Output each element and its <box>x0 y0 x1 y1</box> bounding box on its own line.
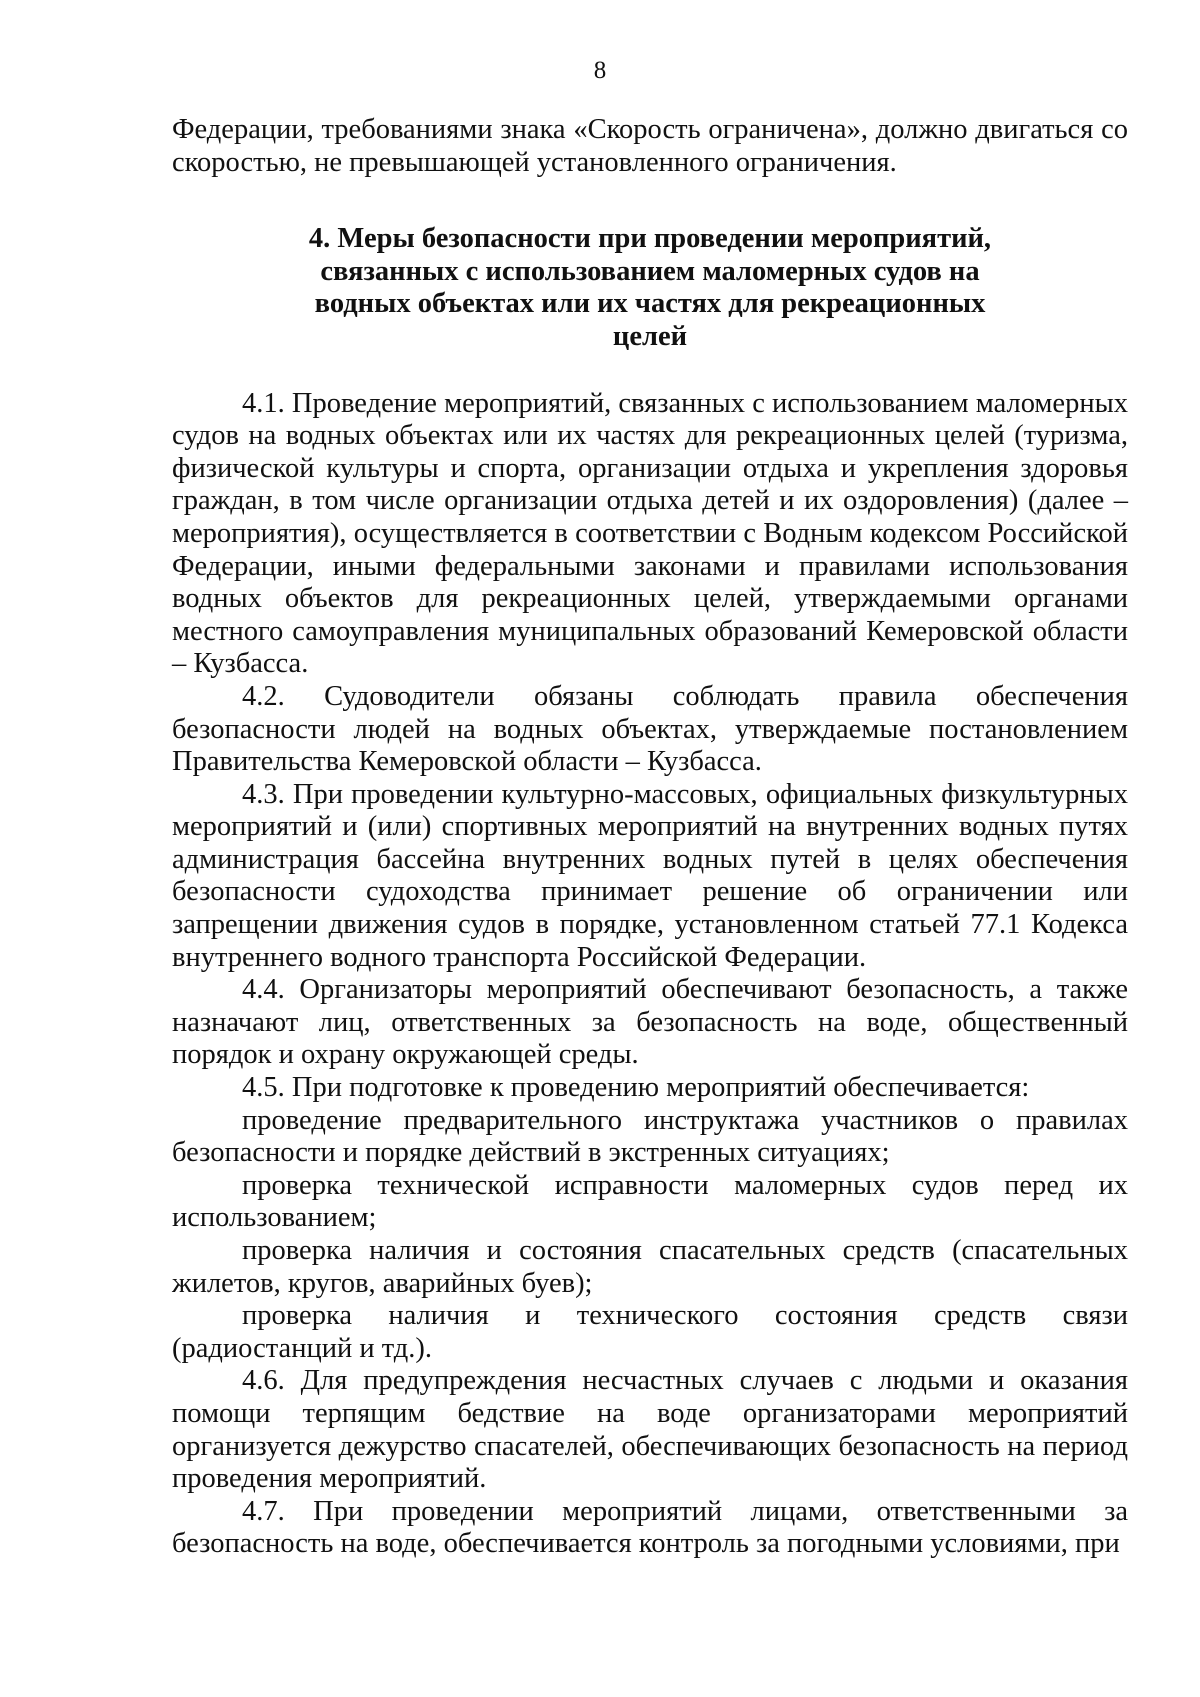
page-number: 8 <box>593 57 607 84</box>
paragraph-4-3: 4.3. При проведении культурно-массовых, официальных физкультурных мероприятий и (или) спортивных мероприятий на внутренних водных путях администрация бассейна внутренних водных путей в целях обеспечения безопасности судоходства принимает решение об ограничении или запрещении движения судов в порядке, установленном статьей 77.1 Кодекса внутреннего водного транспорта Российской Федерации. <box>172 778 1128 973</box>
paragraph-4-5: 4.5. При подготовке к проведению мероприятий обеспечивается: <box>242 1072 1030 1104</box>
document-body <box>172 114 1128 1561</box>
paragraph-continuation: Федерации, требованиями знака «Скорость ограничена», должно двигаться со скоростью, не превышающей установленного ограничения. <box>172 114 1128 178</box>
list-item-communications: проверка наличия и технического состояния средств связи (радиостанций и тд.). <box>172 1300 1128 1364</box>
list-item-rescue-equipment: проверка наличия и состояния спасательных средств (спасательных жилетов, кругов, аварийных буев); <box>172 1235 1128 1299</box>
heading-line: водных объектах или их частях для рекреационных <box>314 288 986 320</box>
list-item-briefing: проведение предварительного инструктажа участников о правилах безопасности и порядке действий в экстренных ситуациях; <box>172 1104 1128 1169</box>
section-heading <box>172 223 1128 353</box>
paragraph-4-2: 4.2. Судоводители обязаны соблюдать правила обеспечения безопасности людей на водных объектах, утверждаемые постановлением Правительства Кемеровской области – Кузбасса. <box>172 680 1128 778</box>
heading-line: целей <box>612 320 688 352</box>
heading-line: связанных с использованием маломерных судов на <box>320 255 980 287</box>
paragraph-4-4: 4.4. Организаторы мероприятий обеспечивают безопасность, а также назначают лиц, ответственных за безопасность на воде, общественный порядок и охрану окружающей среды. <box>172 974 1128 1071</box>
paragraph-4-7: 4.7. При проведении мероприятий лицами, ответственными за безопасность на воде, обеспечивается контроль за погодными условиями, при <box>172 1495 1128 1560</box>
paragraph-4-6: 4.6. Для предупреждения несчастных случаев с людьми и оказания помощи терпящим бедствие на воде организаторами мероприятий организуется дежурство спасателей, обеспечивающих безопасность на период проведения мероприятий. <box>172 1365 1128 1495</box>
list-item-vessel-check: проверка технической исправности маломерных судов перед их использованием; <box>172 1169 1128 1234</box>
paragraph-4-1: 4.1. Проведение мероприятий, связанных с использованием маломерных судов на водных объектах или их частях для рекреационных целей (туризма, физической культуры и спорта, организации отдыха и укрепления здоровья граждан, в том числе организации отдыха детей и их оздоровления) (далее – мероприятия), осуществляется в соответствии с Водным кодексом Российской Федерации, иными федеральными законами и правилами использования водных объектов для рекреационных целей, утверждаемыми органами местного самоуправления муниципальных образований Кемеровской области – Кузбасса. <box>172 387 1128 680</box>
heading-line: 4. Меры безопасности при проведении мероприятий, <box>308 223 992 255</box>
